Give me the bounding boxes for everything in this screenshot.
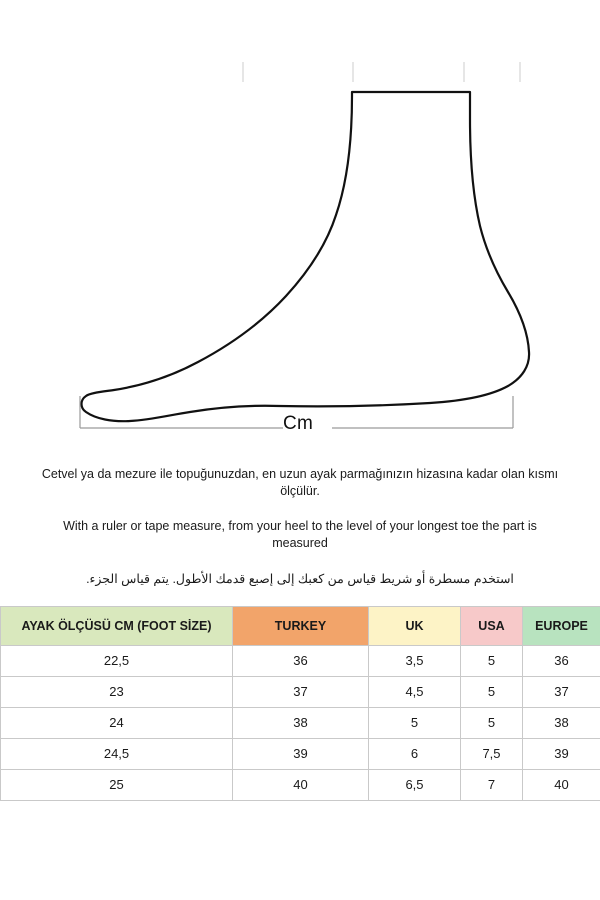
size-conversion-table xyxy=(0,606,600,801)
header-usa: USA xyxy=(461,606,523,645)
table-header xyxy=(1,606,600,645)
cell-foot-size: 25 xyxy=(1,769,233,800)
table-row xyxy=(1,645,600,676)
cell-foot-size: 24 xyxy=(1,707,233,738)
cell-turkey: 38 xyxy=(233,707,369,738)
table-body xyxy=(1,645,600,800)
table-row xyxy=(1,676,600,707)
foot-outline-path xyxy=(82,92,530,421)
cell-turkey: 36 xyxy=(233,645,369,676)
cell-turkey: 40 xyxy=(233,769,369,800)
cell-usa: 5 xyxy=(461,707,523,738)
cell-usa: 5 xyxy=(461,676,523,707)
cell-europe: 38 xyxy=(523,707,600,738)
table-row xyxy=(1,707,600,738)
table-row xyxy=(1,738,600,769)
size-table-wrap xyxy=(0,606,600,801)
cell-uk: 5 xyxy=(369,707,461,738)
cell-usa: 5 xyxy=(461,645,523,676)
table-header-row xyxy=(1,606,600,645)
header-turkey: TURKEY xyxy=(233,606,369,645)
instruction-arabic: استخدم مسطرة أو شريط قياس من كعبك إلى إصبع قدمك الأطول. يتم قياس الجزء. xyxy=(86,571,514,586)
instructions-block xyxy=(0,460,600,602)
cell-foot-size: 22,5 xyxy=(1,645,233,676)
instruction-english: With a ruler or tape measure, from your heel to the level of your longest toe the part is measured xyxy=(63,518,537,550)
cell-foot-size: 24,5 xyxy=(1,738,233,769)
cell-europe: 39 xyxy=(523,738,600,769)
header-europe: EUROPE xyxy=(523,606,600,645)
cell-europe: 36 xyxy=(523,645,600,676)
cell-uk: 6 xyxy=(369,738,461,769)
cell-usa: 7,5 xyxy=(461,738,523,769)
instruction-turkish: Cetvel ya da mezure ile topuğunuzdan, en uzun ayak parmağınızın hizasına kadar olan kısmı ölçülür. xyxy=(41,467,559,498)
cell-uk: 4,5 xyxy=(369,676,461,707)
cell-turkey: 39 xyxy=(233,738,369,769)
cell-turkey: 37 xyxy=(233,676,369,707)
cell-europe: 40 xyxy=(523,769,600,800)
cell-europe: 37 xyxy=(523,676,600,707)
table-row xyxy=(1,769,600,800)
cell-foot-size: 23 xyxy=(1,676,233,707)
cm-measure-label: Cm xyxy=(283,413,314,434)
top-guide-ticks xyxy=(243,62,520,82)
cell-uk: 3,5 xyxy=(369,645,461,676)
cell-uk: 6,5 xyxy=(369,769,461,800)
header-foot-size: AYAK ÖLÇÜSÜ CM (FOOT SİZE) xyxy=(1,606,233,645)
header-uk: UK xyxy=(369,606,461,645)
cell-usa: 7 xyxy=(461,769,523,800)
